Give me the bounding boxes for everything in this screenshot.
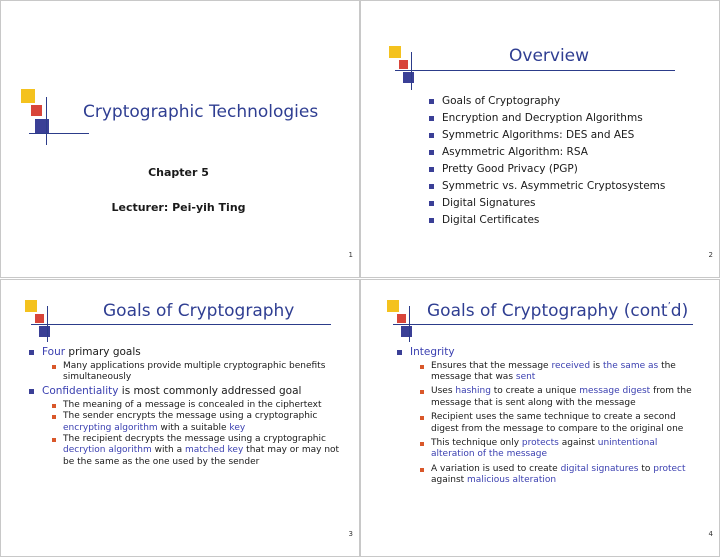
sub-list-item: Ensures that the message received is the same as the message that was sent bbox=[420, 361, 697, 384]
list-item: Confidentiality is most commonly addressed goal bbox=[29, 383, 341, 400]
sub-list-item: The recipient decrypts the message using a cryptographic decrytion algorithm with a matched key that may or may not be the same as the one used by the sender bbox=[52, 434, 341, 468]
slide-number: 4 bbox=[708, 530, 713, 538]
slide-4[interactable] bbox=[360, 279, 720, 557]
sub-list-item: This technique only protects against unintentional alteration of the message bbox=[420, 438, 697, 461]
slide-title: Overview bbox=[509, 46, 590, 66]
bullet-list bbox=[397, 344, 697, 487]
list-item: Encryption and Decryption Algorithms bbox=[429, 110, 665, 127]
slide-3[interactable] bbox=[0, 279, 360, 557]
list-item: Pretty Good Privacy (PGP) bbox=[429, 161, 665, 178]
sub-list-item: Uses hashing to create a unique message digest from the message that is sent along with the message bbox=[420, 386, 697, 409]
chapter-label: Chapter 5 bbox=[148, 166, 209, 179]
slide-number: 3 bbox=[348, 530, 353, 538]
sub-list-item: Many applications provide multiple cryptographic benefits simultaneously bbox=[52, 361, 341, 384]
list-item: Goals of Cryptography bbox=[429, 93, 665, 110]
sub-list-item: Recipient uses the same technique to create a second digest from the message to compare to the original one bbox=[420, 412, 697, 435]
sub-list-item: A variation is used to create digital signatures to protect against malicious alteration bbox=[420, 464, 697, 487]
slide-title: Goals of Cryptography (cont’d) bbox=[427, 301, 689, 321]
slide-title: Cryptographic Technologies bbox=[83, 102, 319, 122]
list-item: Symmetric Algorithms: DES and AES bbox=[429, 127, 665, 144]
lecturer-label: Lecturer: Pei-yih Ting bbox=[111, 201, 246, 214]
list-item: Four primary goals bbox=[29, 344, 341, 361]
slide-1[interactable] bbox=[0, 0, 360, 278]
slide-number: 2 bbox=[708, 251, 713, 259]
sub-list-item: The sender encrypts the message using a cryptographic encrypting algorithm with a suitable key bbox=[52, 411, 341, 434]
slide-number: 1 bbox=[348, 251, 353, 259]
list-item: Integrity bbox=[397, 344, 697, 361]
list-item: Symmetric vs. Asymmetric Cryptosystems bbox=[429, 178, 665, 195]
sub-list-item: The meaning of a message is concealed in the ciphertext bbox=[52, 400, 341, 411]
list-item: Digital Signatures bbox=[429, 195, 665, 212]
list-item: Digital Certificates bbox=[429, 212, 665, 229]
slide-2[interactable] bbox=[360, 0, 720, 278]
overview-list bbox=[429, 93, 665, 229]
slide-title: Goals of Cryptography bbox=[103, 301, 295, 321]
list-item: Asymmetric Algorithm: RSA bbox=[429, 144, 665, 161]
bullet-list bbox=[29, 344, 341, 468]
